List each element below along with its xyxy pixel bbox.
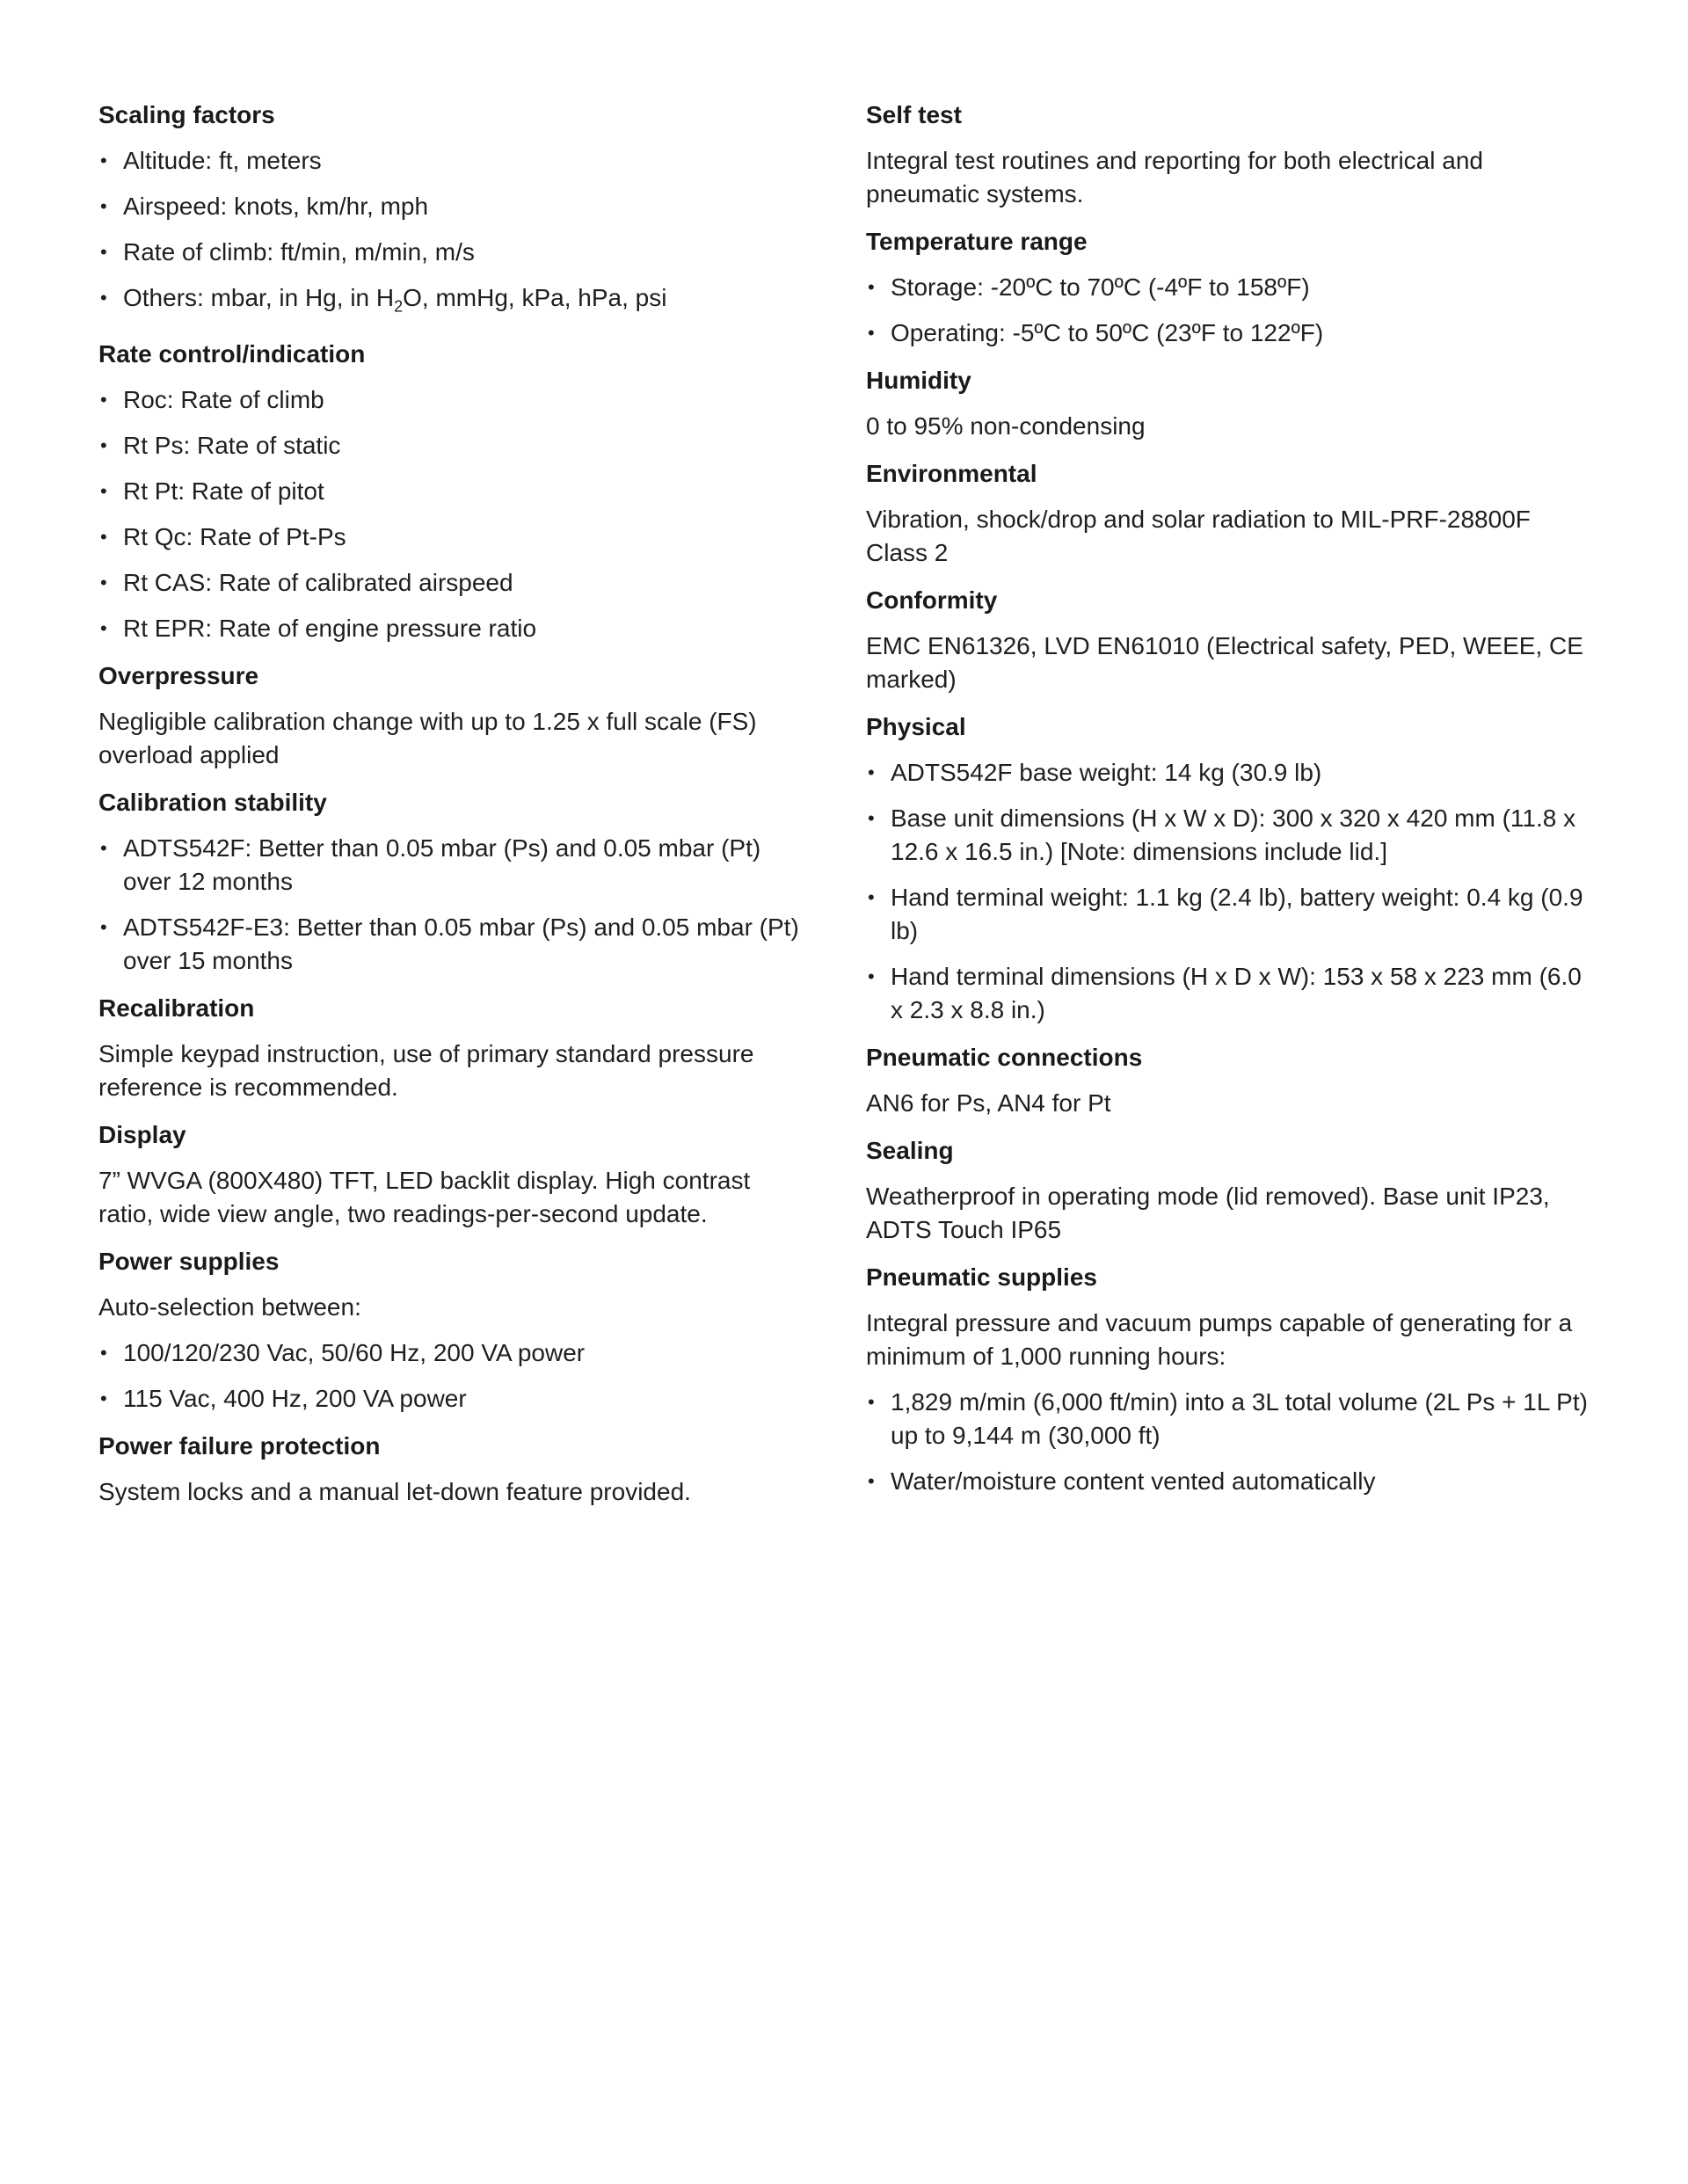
section-pneumatic-supplies bbox=[866, 1261, 1590, 1498]
list-item: • 1,829 m/min (6,000 ft/min) into a 3L total volume (2L Ps + 1L Pt) up to 9,144 m (30,000 ft) bbox=[866, 1386, 1590, 1452]
section-display bbox=[98, 1118, 809, 1231]
section-title: Power supplies bbox=[98, 1247, 280, 1275]
list-item: • Rt EPR: Rate of engine pressure ratio bbox=[98, 612, 809, 645]
section-title: Humidity bbox=[866, 367, 971, 394]
section-environmental bbox=[866, 457, 1590, 570]
section-title: Rate control/indication bbox=[98, 339, 366, 368]
list-item: • Rt Qc: Rate of Pt-Ps bbox=[98, 521, 809, 554]
bullet-list bbox=[98, 1336, 809, 1416]
section-humidity bbox=[866, 364, 1590, 443]
others-text-b: O, mmHg, kPa, hPa, psi bbox=[403, 284, 667, 311]
section-recalibration bbox=[98, 992, 809, 1104]
list-item: • Rt Ps: Rate of static bbox=[98, 429, 809, 462]
section-title: Pneumatic connections bbox=[866, 1044, 1143, 1071]
left-column bbox=[98, 98, 809, 1523]
section-pneumatic-connections bbox=[866, 1041, 1590, 1120]
list-item: • Hand terminal weight: 1.1 kg (2.4 lb), battery weight: 0.4 kg (0.9 lb) bbox=[866, 881, 1590, 948]
list-item: • Hand terminal dimensions (H x D x W): 153 x 58 x 223 mm (6.0 x 2.3 x 8.8 in.) bbox=[866, 960, 1590, 1027]
section-text: 7” WVGA (800X480) TFT, LED backlit display. High contrast ratio, wide view angle, two readings-per-second update. bbox=[98, 1166, 751, 1227]
list-item: • 115 Vac, 400 Hz, 200 VA power bbox=[98, 1382, 809, 1416]
section-text: System locks and a manual let-down feature provided. bbox=[98, 1477, 691, 1505]
right-column bbox=[866, 98, 1590, 1512]
bullet-list bbox=[866, 271, 1590, 350]
section-text: Vibration, shock/drop and solar radiation to MIL-PRF-28800F Class 2 bbox=[866, 506, 1531, 566]
section-title: Calibration stability bbox=[98, 788, 327, 816]
list-item: • Airspeed: knots, km/hr, mph bbox=[98, 190, 809, 223]
section-title: Scaling factors bbox=[98, 101, 275, 128]
section-power-supplies bbox=[98, 1245, 809, 1416]
section-text: AN6 for Ps, AN4 for Pt bbox=[866, 1089, 1111, 1117]
list-item: • Operating: -5ºC to 50ºC (23ºF to 122ºF) bbox=[866, 317, 1590, 350]
section-physical bbox=[866, 710, 1590, 1027]
section-title: Self test bbox=[866, 101, 962, 128]
section-text: Integral test routines and reporting for both electrical and pneumatic systems. bbox=[866, 147, 1483, 207]
section-temperature-range bbox=[866, 225, 1590, 350]
section-text: EMC EN61326, LVD EN61010 (Electrical safety, PED, WEEE, CE marked) bbox=[866, 632, 1583, 693]
section-text: Negligible calibration change with up to 1.25 x full scale (FS) overload applied bbox=[98, 707, 757, 768]
section-text: Simple keypad instruction, use of primary standard pressure reference is recommended. bbox=[98, 1039, 754, 1101]
bullet-list bbox=[866, 756, 1590, 1027]
list-item: • Roc: Rate of climb bbox=[98, 383, 809, 417]
list-item: • Altitude: ft, meters bbox=[98, 144, 809, 178]
section-rate-control bbox=[98, 338, 809, 645]
section-title: Sealing bbox=[866, 1137, 954, 1164]
section-title: Overpressure bbox=[98, 661, 259, 689]
section-text: Integral pressure and vacuum pumps capable of generating for a minimum of 1,000 running hours: bbox=[866, 1309, 1573, 1370]
list-item: • Water/moisture content vented automatically bbox=[866, 1465, 1590, 1498]
list-item: • ADTS542F: Better than 0.05 mbar (Ps) and 0.05 mbar (Pt) over 12 months bbox=[98, 832, 809, 899]
section-title: Physical bbox=[866, 713, 966, 740]
section-title: Pneumatic supplies bbox=[866, 1263, 1097, 1291]
list-item: • Storage: -20ºC to 70ºC (-4ºF to 158ºF) bbox=[866, 271, 1590, 304]
section-sealing bbox=[866, 1134, 1590, 1247]
list-item: • 100/120/230 Vac, 50/60 Hz, 200 VA power bbox=[98, 1336, 809, 1370]
section-text: Weatherproof in operating mode (lid removed). Base unit IP23, ADTS Touch IP65 bbox=[866, 1183, 1550, 1243]
section-conformity bbox=[866, 584, 1590, 696]
section-title: Power failure protection bbox=[98, 1431, 381, 1460]
list-item bbox=[98, 281, 809, 324]
section-power-failure bbox=[98, 1430, 809, 1509]
subscript-2: 2 bbox=[394, 297, 404, 316]
section-title: Display bbox=[98, 1120, 186, 1148]
list-item: • Rt CAS: Rate of calibrated airspeed bbox=[98, 566, 809, 600]
list-item: • ADTS542F base weight: 14 kg (30.9 lb) bbox=[866, 756, 1590, 790]
section-overpressure bbox=[98, 659, 809, 772]
section-self-test bbox=[866, 98, 1590, 211]
list-item: • ADTS542F-E3: Better than 0.05 mbar (Ps) and 0.05 mbar (Pt) over 15 months bbox=[98, 911, 809, 978]
bullet-list bbox=[98, 832, 809, 978]
section-title: Environmental bbox=[866, 460, 1037, 487]
section-scaling-factors bbox=[98, 98, 809, 324]
section-title: Conformity bbox=[866, 586, 998, 614]
bullet-list bbox=[98, 383, 809, 645]
section-title: Recalibration bbox=[98, 994, 255, 1022]
bullet-list bbox=[98, 144, 809, 324]
list-item: • Base unit dimensions (H x W x D): 300 x 320 x 420 mm (11.8 x 12.6 x 16.5 in.) [Note: dimensions include lid.] bbox=[866, 802, 1590, 869]
list-item: • Rate of climb: ft/min, m/min, m/s bbox=[98, 236, 809, 269]
list-item: • Rt Pt: Rate of pitot bbox=[98, 475, 809, 508]
bullet-list bbox=[866, 1386, 1590, 1498]
section-title: Temperature range bbox=[866, 228, 1088, 255]
section-text: 0 to 95% non-condensing bbox=[866, 412, 1146, 440]
section-calibration-stability bbox=[98, 786, 809, 978]
others-text-a: Others: mbar, in Hg, in H bbox=[123, 284, 395, 311]
section-text: Auto-selection between: bbox=[98, 1292, 361, 1321]
